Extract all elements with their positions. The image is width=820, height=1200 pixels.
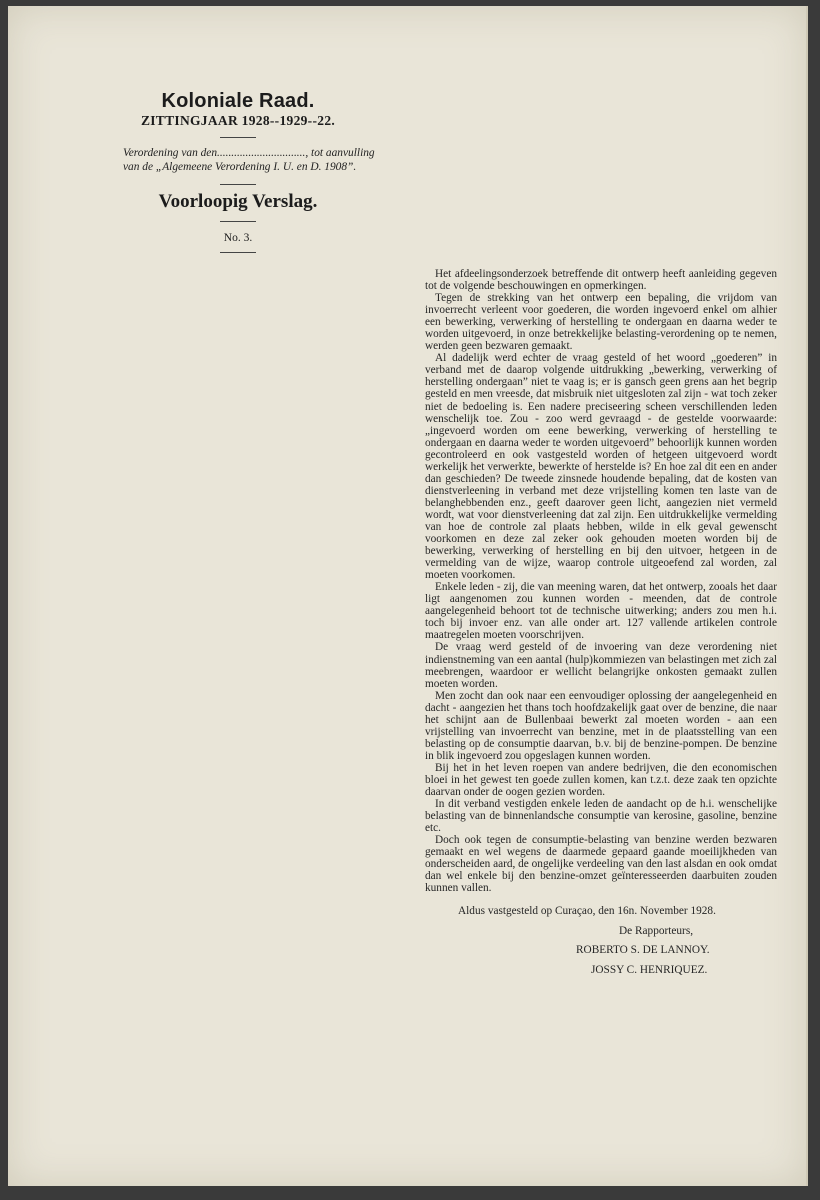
report-body [425,268,777,977]
adoption-date: Aldus vastgesteld op Curaçao, den 16n. November 1928. [458,905,716,918]
document-header [108,90,375,261]
closing-block [425,904,777,977]
paragraph: Doch ook tegen de consumptie-belasting van benzine werden bezwaren gemaakt en wel wegens de daarmede gepaard gaande moeilijkheden van onderscheiden aard, de ongelijke verdeeling van den last alsdan en ook omdat dan wel enkele bij den benzine-omzet geïnteresseerden daarbuiten zouden kunnen vallen. [425,834,777,895]
rapporteurs-label: De Rapporteurs, [619,924,694,937]
paragraph: Enkele leden - zij, die van meening waren, dat het ontwerp, zooals het daar ligt aangenomen zou kunnen worden - meenden, dat de controle aangelegenheid behoort tot de technische uitwerking; anders zou men h.i. toch bij invoer enz. van alle onder art. 127 vallende artikelen controle maatregelen moeten voorschrijven. [425,581,777,642]
ordinance-description: Verordening van den..............................., tot aanvulling van de „Algemeene Verordening I. U. en D. 1908”. [123,147,375,173]
paragraph: In dit verband vestigden enkele leden de aandacht op de h.i. wenschelijke belasting van de binnenlandsche consumptie van kerosine, gasoline, benzine etc. [425,798,777,835]
paragraph: Het afdeelingsonderzoek betreffende dit ontwerp heeft aanleiding gegeven tot de volgende beschouwingen en opmerkingen. [425,268,777,293]
divider [220,137,256,138]
report-title: Voorloopig Verslag. [158,191,318,212]
signatory-name: JOSSY C. HENRIQUEZ. [591,963,708,976]
paragraph: Men zocht dan ook naar een eenvoudiger oplossing der aangelegenheid en dacht - aangezien het thans toch hoofdzakelijk gaat over de benzine, die naar het schijnt aan de Bullenbaai bewerkt zal moeten worden - aan een vrijstelling van invoerrecht van benzine, met in de plaatsstelling van een belasting op de consumptie daarvan, b.v. bij de benzine-pompen. De benzine in blik ingevoerd zou opgeslagen kunnen worden. [425,689,777,762]
divider [220,221,256,222]
report-number: No. 3. [223,232,253,244]
divider [220,252,256,253]
council-title: Koloniale Raad. [161,90,315,112]
paragraph: Tegen de strekking van het ontwerp een bepaling, die vrijdom van invoerrecht verleent voor goederen, die worden ingevoerd enkel om alhier een bewerking, verwerking of herstelling te ondergaan en daarna weder te worden uitgevoerd, in onze betrekkelijke belasting-verordening op te nemen, werden geen bezwaren gemaakt. [425,292,777,353]
session-year: ZITTINGJAAR 1928--1929--22. [140,113,336,128]
paragraph: Al dadelijk werd echter de vraag gesteld of het woord „goederen” in verband met de daarop volgende uitdrukking „bewerking, verwerking of herstelling ondergaan” niet te vaag is; er is gansch geen grens aan het begrip gesteld en men vreesde, dat misbruik niet uitgesloten zal zijn - wat toch zeker niet de bedoeling is. Een nadere preciseering scheen verschillenden leden wenschelijk toe. Zou - zoo werd gevraagd - de gestelde voorwaarde: „ingevoerd worden om eene bewerking, verwerking of herstelling te ondergaan en daarna weder te worden uitgevoerd” behoorlijk kunnen worden gecontroleerd en ook vastgesteld worden of hetgeen uitgevoerd wordt werkelijk het verwerkte, bewerkte of herstelde is? En hoe zal dit een en ander dan geschieden? De tweede zinsnede houdende bepaling, dat de kosten van dienstverleening in verband met deze vrijstelling komen ten laste van de belanghebbenden enz., geeft daarover geen licht, aangezien niet vermeld wordt, wat voor dienstverleening dat zal zijn. Een uitdrukkelijke vermelding van hoe de controle zal plaats hebben, wilde in elk geval gewenscht voorkomen en deze zal zeker ook gehouden moeten worden bij de bewerking, verwerking of herstelling en bij den uitvoer, hetgeen in de vermelding van de wijze, waarop controle uitgeoefend zal worden, zal moeten voorkomen. [425,352,777,582]
paragraph: Bij het in het leven roepen van andere bedrijven, die den economischen bloei in het gewest ten goede zullen komen, kan t.z.t. deze zaak ten opzichte daarvan onder de oogen gezien worden. [425,761,777,799]
document-page [8,6,808,1186]
paragraph: De vraag werd gesteld of de invoering van deze verordening niet indienstneming van een aantal (hulp)kommiezen van belastingen met zich zal meebrengen, waardoor er wellicht belangrijke onkosten gemaakt zullen moeten worden. [425,641,777,690]
divider [220,184,256,185]
signatory-name: ROBERTO S. DE LANNOY. [576,944,710,957]
